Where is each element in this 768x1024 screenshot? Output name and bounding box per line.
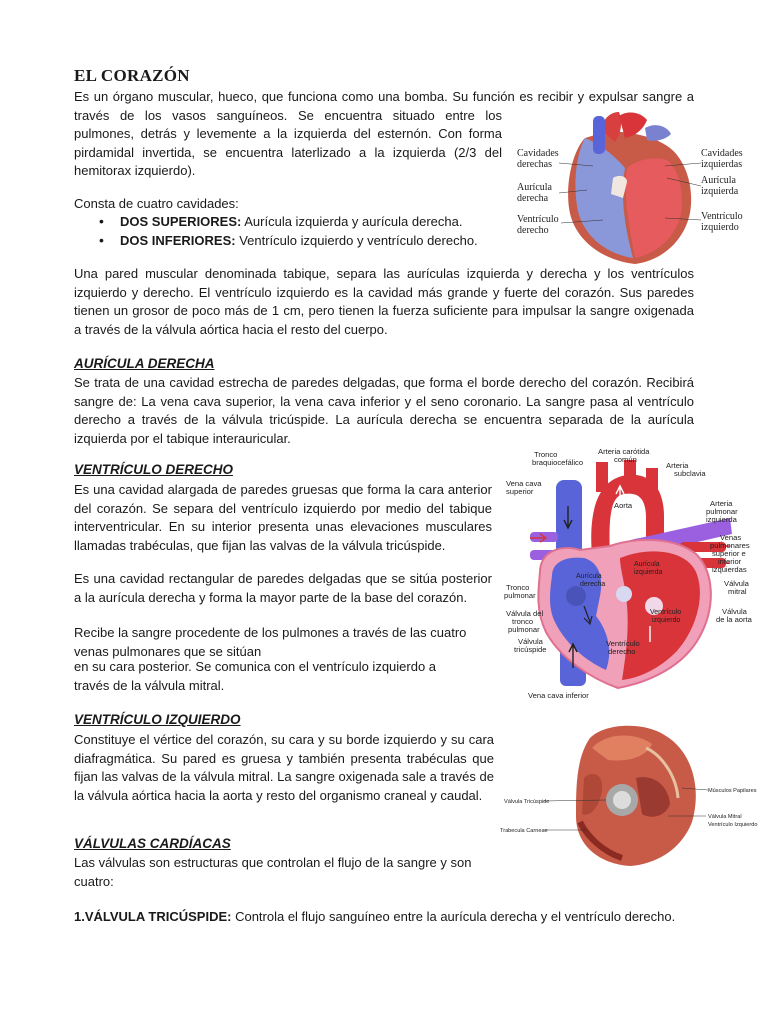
label-cavidades-derechas-2: derechas <box>517 159 552 170</box>
label-auricula-izquierda-2: izquierda <box>634 569 663 576</box>
list-item <box>96 231 478 250</box>
page-title: EL CORAZÓN <box>74 66 190 85</box>
label-valvula-tricuspide: Válvula <box>518 637 543 646</box>
label-valvula-aorta: Válvula <box>722 607 747 616</box>
heart-cavities-figure <box>515 108 745 270</box>
label-cavidades-izquierdas-2: izquierdas <box>701 159 743 170</box>
ventriculo-derecho-p3: Recibe la sangre procedente de los pulmones a través de las cuatro venas pulmonares que se sitúan <box>74 625 467 659</box>
bullet-text: Aurícula izquierda y aurícula derecha. <box>241 214 463 229</box>
label-vena-cava-superior-2: superior <box>506 487 534 496</box>
label-auricula-derecha-2: derecha <box>517 193 549 204</box>
heading-valvulas-cardiacas: VÁLVULAS CARDÍACAS <box>74 836 231 851</box>
bullet-text: Ventrículo izquierdo y ventrículo derecho. <box>235 233 478 248</box>
label-ventriculo-izquierdo: Ventrículo <box>701 211 743 222</box>
label-ventriculo-derecho-2: derecho <box>608 647 636 656</box>
label-venas-pulmonares-5: izquierdas <box>712 565 747 574</box>
label-valvula-mitral: Válvula Mitral <box>708 814 742 820</box>
label-auricula-izquierda-2: izquierda <box>701 186 739 197</box>
cavities-intro: Consta de cuatro cavidades: <box>74 196 239 211</box>
label-cavidades-izquierdas: Cavidades <box>701 148 743 159</box>
bullet-label: DOS INFERIORES: <box>120 233 236 248</box>
label-ventriculo-izquierdo-2: izquierdo <box>701 222 739 233</box>
label-ventriculo-izquierdo: Ventrículo Izquierdo <box>708 822 758 828</box>
label-musculos-papilares: Músculos Papilares <box>708 788 757 794</box>
label-arteria-pulmonar-izq-3: izquierda <box>706 515 737 524</box>
label-tronco-pulmonar: Tronco <box>506 583 530 592</box>
label-ventriculo-derecho-2: derecho <box>517 225 549 236</box>
label-tronco-braquiocefalico: Tronco <box>534 450 558 459</box>
label-venas-pulmonares: Venas <box>720 533 742 542</box>
label-auricula-derecha-2: derecha <box>580 581 606 588</box>
label-valvula-mitral: Válvula <box>724 579 749 588</box>
label-venas-pulmonares-3: superior e <box>712 549 746 558</box>
label-valvula-mitral-2: mitral <box>728 587 747 596</box>
label-cavidades-derechas: Cavidades <box>517 148 559 159</box>
label-auricula-derecha: Aurícula <box>576 573 602 580</box>
tricuspide-paragraph <box>74 908 694 927</box>
label-tronco-braquiocefalico-2: braquiocefálico <box>532 458 584 467</box>
ventriculo-derecho-p2: Es una cavidad rectangular de paredes delgadas que se sitúa posterior a la aurícula derecha y forma la mayor parte de la base del corazón. <box>74 571 492 605</box>
label-auricula-izquierda: Aurícula <box>701 175 736 186</box>
label-ventriculo-izquierdo-2: izquierdo <box>652 617 681 624</box>
label-valvula-tronco-pulmonar-3: pulmonar <box>508 625 540 634</box>
label-arteria-carotida-2: común <box>614 455 637 464</box>
auricula-derecha-paragraph: Se trata de una cavidad estrecha de paredes delgadas, que forma el borde derecho del corazón. Recibirá sangre de: La vena cava superior, la vena cava inferior y el seno coronario. La sangre pasa al ventrículo derecho a través de la válvula tricúspide. La aurícula derecha se encuentra separada de la aurícula izquierda por el tabique interauricular. <box>74 375 694 446</box>
label-valvula-tricuspide-2: tricúspide <box>514 645 547 654</box>
ventriculo-derecho-p4: en su cara posterior. Se comunica con el ventrículo izquierdo a través de la válvula mitral. <box>74 659 437 693</box>
label-ventriculo-derecho: Ventrículo <box>606 639 640 648</box>
tricuspide-label: 1.VÁLVULA TRICÚSPIDE: <box>74 909 232 924</box>
label-ventriculo-derecho: Ventrículo <box>517 214 559 225</box>
heart-circulation-figure <box>500 446 762 702</box>
septum-paragraph: Una pared muscular denominada tabique, separa las aurículas izquierda y derecha y los ventrículos izquierdo y derecho. El ventrículo izquierdo es la cavidad más grande y fuerte del corazón. Sus paredes tienen un grosor de poco más de 1 cm, pero tienen la fuerza suficiente para impulsar la sangre oxigenada a través de la válvula aórtica hacia el resto del cuerpo. <box>74 266 694 337</box>
label-arteria-subclavia-2: subclavia <box>674 469 706 478</box>
label-valvula-tronco-pulmonar-2: tronco <box>512 617 534 626</box>
heading-ventriculo-izquierdo: VENTRÍCULO IZQUIERDO <box>74 712 241 727</box>
ventriculo-izquierdo-paragraph: Constituye el vértice del corazón, su cara y su borde izquierdo y su cara diafragmática. Su pared es gruesa y también presenta trabéculas que fijan las valvas de la válvula mitral. La sangre oxigenada sale a través de la válvula aórtica hacia la aorta y resto del organismo craneal y caudal. <box>74 732 494 803</box>
label-trabecula-carneae: Trabecula Carneae <box>500 828 548 834</box>
label-auricula-izquierda: Aurícula <box>634 561 660 568</box>
heart-anatomy-figure <box>496 718 768 868</box>
valvulas-paragraph: Las válvulas son estructuras que controlan el flujo de la sangre y son cuatro: <box>74 855 472 889</box>
label-vena-cava-inferior: Vena cava inferior <box>528 691 589 700</box>
bullet-label: DOS SUPERIORES: <box>120 214 242 229</box>
cavities-list <box>96 212 478 250</box>
label-ventriculo-izquierdo: Ventrículo <box>650 609 682 616</box>
label-tronco-pulmonar-2: pulmonar <box>504 591 536 600</box>
heading-auricula-derecha: AURÍCULA DERECHA <box>74 356 215 371</box>
label-valvula-tronco-pulmonar: Válvula del <box>506 609 544 618</box>
label-valvula-aorta-2: de la aorta <box>716 615 752 624</box>
label-arteria-carotida: Arteria carótida <box>598 447 650 456</box>
label-valvula-tricuspide: Válvula Tricúspide <box>504 799 550 805</box>
label-auricula-derecha: Aurícula <box>517 182 552 193</box>
intro-text: Es un órgano muscular, hueco, que funciona como una bomba. Su función es recibir y expulsar sangre a través de los vasos sanguíneos. Se encuentra situado entre los pulmones, detrás y levemente a la izquierda del esternón. Con forma pirdamidal invertida, se encuentra laterlizado a la izquierda (2/3 del hemitorax izquierdo). <box>74 89 694 179</box>
label-arteria-subclavia: Arteria <box>666 461 689 470</box>
list-item <box>96 212 478 231</box>
label-vena-cava-superior: Vena cava <box>506 479 542 488</box>
tricuspide-text: Controla el flujo sanguíneo entre la aurícula derecha y el ventrículo derecho. <box>231 909 676 924</box>
label-arteria-pulmonar-izq-2: pulmonar <box>706 507 738 516</box>
ventriculo-derecho-p1: Es una cavidad alargada de paredes gruesas que forma la cara anterior del corazón. Se separa del ventrículo izquierdo por medio del tabique interventricular. En su interior presenta unas elevaciones musculares llamadas trabéculas, que fijan las valvas de la válvula tricúspide. <box>74 482 492 553</box>
label-aorta: Aorta <box>614 501 633 510</box>
label-venas-pulmonares-4: inferior <box>718 557 742 566</box>
heading-ventriculo-derecho: VENTRÍCULO DERECHO <box>74 462 234 477</box>
label-arteria-pulmonar-izq: Arteria <box>710 499 733 508</box>
label-venas-pulmonares-2: pulmonares <box>710 541 750 550</box>
